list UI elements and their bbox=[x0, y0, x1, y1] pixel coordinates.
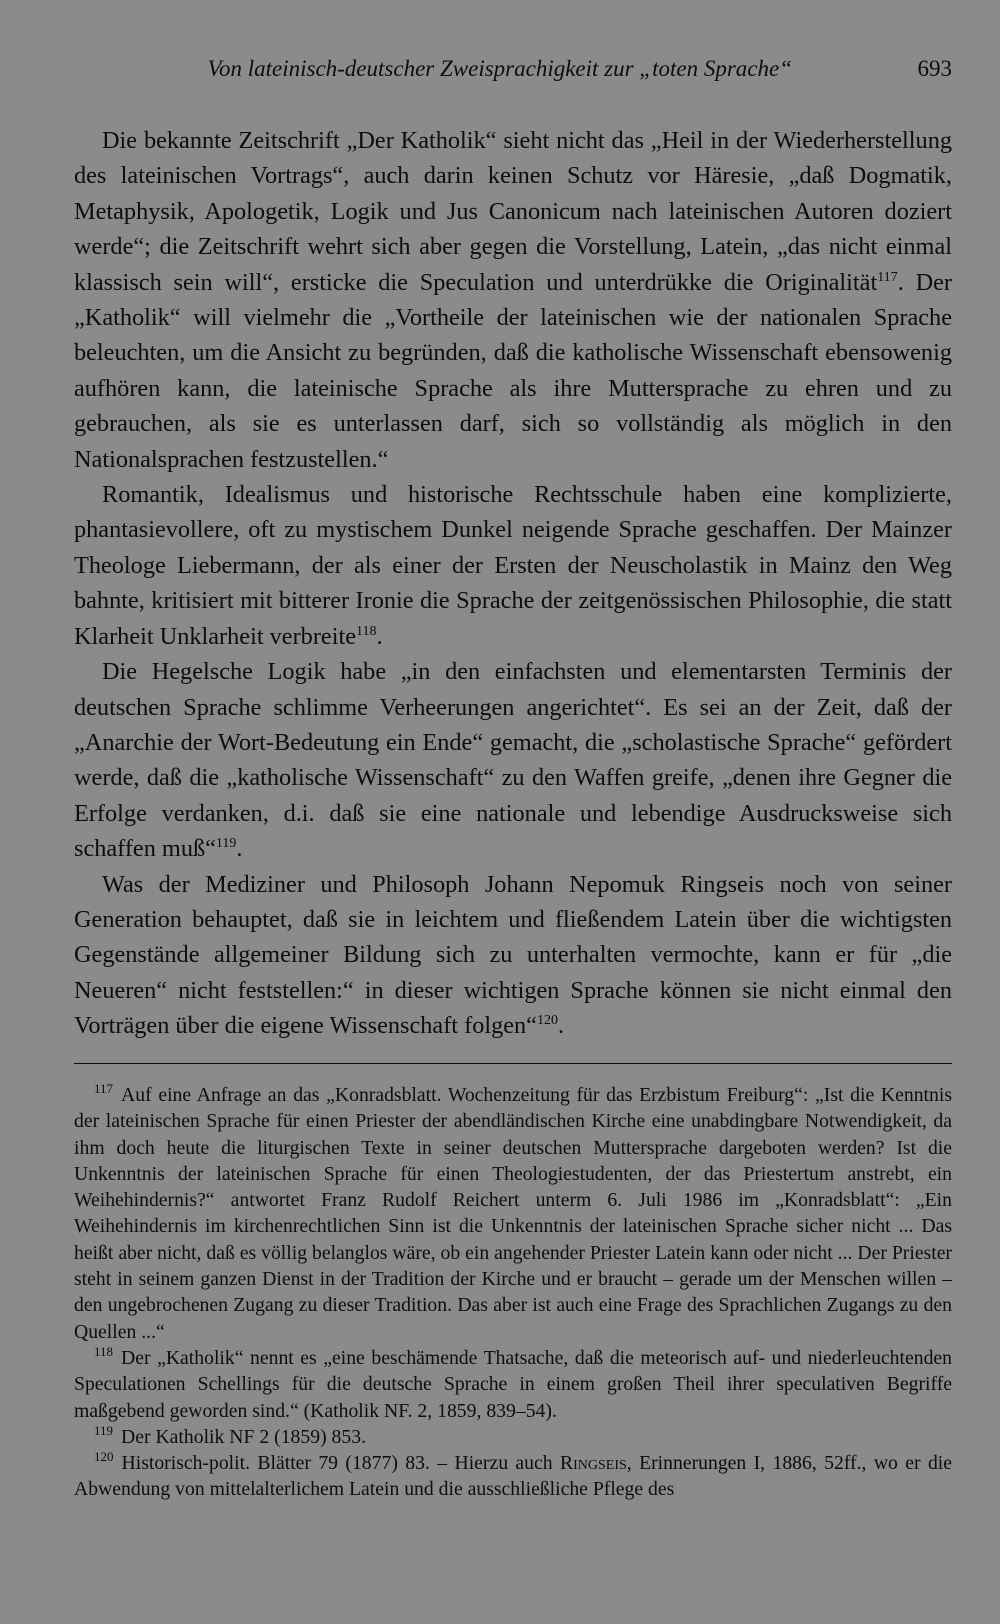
running-title: Von lateinisch-deutscher Zweisprachigkeit zur „toten Sprache“ bbox=[207, 56, 792, 81]
footnote-text: Auf eine Anfrage an das „Konradsblatt. Wochenzeitung für das Erzbistum Freiburg“: „Ist die Kenntnis der lateinischen Sprache für einen Priester der abendländischen Kirche eine unabdingbare Notwendigkeit, da ihm doch heute die liturgischen Texte in seiner deutschen Muttersprache dargeboten werden? Ist die Unkenntnis der lateinischen Sprache für einen Theologiestudenten, der das Priestertum anstrebt, ein Weihehindernis?“ antwortet Franz Rudolf Reichert unterm 6. Juli 1986 im „Konradsblatt“: „Ein Weihehindernis im kirchenrechtlichen Sinn ist die Unkenntnis der lateinischen Sprache sicher nicht ... Das heißt aber nicht, daß es völlig belanglos wäre, ob ein angehender Priester Latein kann oder nicht ... Der Priester steht in seinem ganzen Dienst in der Tradition der Kirche und er braucht – gerade um der Menschen willen – den ungebrochenen Zugang zu dieser Tradition. Das aber ist auch eine Frage des Sprachlichen Zugangs zu den Quellen ...“ bbox=[74, 1084, 952, 1343]
footnote-reference: 119 bbox=[215, 836, 237, 852]
footnote bbox=[74, 1082, 952, 1345]
page-number: 693 bbox=[917, 56, 952, 81]
page-header bbox=[74, 56, 952, 86]
footnote-number: 117 bbox=[94, 1081, 114, 1096]
paragraph bbox=[74, 654, 952, 866]
footnote-text: Der Katholik NF 2 (1859) 853. bbox=[121, 1425, 367, 1448]
footnotes bbox=[74, 1082, 952, 1503]
main-text bbox=[74, 123, 952, 1044]
paragraph-text: Die bekannte Zeitschrift „Der Katholik“ sieht nicht das „Heil in der Wiederherstellung des lateinischen Vortrags“, auch darin keinen Schutz vor Häresie, „daß Dogmatik, Metaphysik, Apologetik, Logik und Jus Canonicum nach lateinischen Autoren doziert werde“; die Zeitschrift wehrt sich aber gegen die Vorstellung, Latein, „das nicht einmal klassisch sein will“, ersticke die Speculation und unterdrükke die Originalität bbox=[74, 127, 952, 296]
paragraph bbox=[74, 477, 952, 654]
paragraph-text: . bbox=[236, 835, 243, 863]
footnote bbox=[74, 1450, 952, 1503]
footnote-number: 118 bbox=[94, 1343, 114, 1359]
footnote-reference: 120 bbox=[536, 1013, 558, 1029]
footnote-text: Historisch-polit. Blätter 79 (1877) 83. – Hierzu auch bbox=[121, 1452, 560, 1475]
paragraph-text: . bbox=[376, 622, 383, 650]
footnote-author-name: Ringseis bbox=[559, 1452, 627, 1475]
paragraph-text: . bbox=[557, 1012, 565, 1040]
footnote-number: 119 bbox=[94, 1422, 114, 1438]
footnote-reference: 118 bbox=[356, 623, 377, 639]
paragraph bbox=[74, 123, 952, 477]
footnote-text: , Erinnerungen I, 1886, 52ff., wo er die Abwendung von mittelalterlichem Latein und die ausschließliche Pflege des bbox=[74, 1452, 952, 1501]
paragraph-text: Was der Mediziner und Philosoph Johann Nepomuk Ringseis noch von seiner Generation behauptet, daß sie in leichtem und fließendem Latein über die wichtigsten Gegenstände allgemeiner Bildung sich zu unterhalten vermochte, kann er für „die Neueren“ nicht feststellen:“ in dieser wichtigen Sprache können sie nicht einmal den Vorträgen über die eigene Wissenschaft folgen“ bbox=[74, 870, 952, 1040]
footnote-reference: 117 bbox=[877, 269, 898, 285]
paragraph-text: Romantik, Idealismus und historische Rechtsschule haben eine komplizierte, phantasievollere, oft zu mystischem Dunkel neigende Sprache geschaffen. Der Mainzer Theologe Liebermann, der als einer der Ersten der Neuscholastik in Mainz den Weg bahnte, kritisiert mit bitterer Ironie die Sprache der zeitgenössischen Philosophie, die statt Klarheit Unklarheit verbreite bbox=[74, 481, 952, 650]
footnote bbox=[74, 1424, 952, 1450]
footnote bbox=[74, 1345, 952, 1424]
footnote-text: Der „Katholik“ nennt es „eine beschämende Thatsache, daß die meteorisch auf- und niederleuchtenden Speculationen Schellings für die deutsche Sprache in einem großen Theil ihrer speculativen Begriffe maßgebend geworden sind.“ (Katholik NF. 2, 1859, 839–54). bbox=[74, 1346, 952, 1422]
footnote-separator bbox=[74, 1063, 952, 1064]
paragraph bbox=[74, 867, 952, 1044]
footnote-number: 120 bbox=[94, 1449, 114, 1465]
paragraph-text: Die Hegelsche Logik habe „in den einfachsten und elementarsten Terminis der deutschen Sprache schlimme Verheerungen angerichtet“. Es sei an der Zeit, daß der „Anarchie der Wort-Bedeutung ein Ende“ gemacht, die „scholastische Sprache“ gefördert werde, daß die „katholische Wissenschaft“ zu den Waffen greife, „denen ihre Gegner die Erfolge verdanken, d.i. daß sie eine nationale und lebendige Ausdrucksweise sich schaffen muß“ bbox=[74, 658, 952, 863]
paragraph-text: . Der „Katholik“ will vielmehr die „Vortheile der lateinischen wie der nationalen Sprache beleuchten, um die Ansicht zu begründen, daß die katholische Wissenschaft ebensowenig aufhören kann, die lateinische Sprache als ihre Muttersprache zu ehren und zu gebrauchen, als sie es unterlassen darf, sich so vollständig als möglich in den Nationalsprachen festzustellen.“ bbox=[74, 268, 952, 473]
